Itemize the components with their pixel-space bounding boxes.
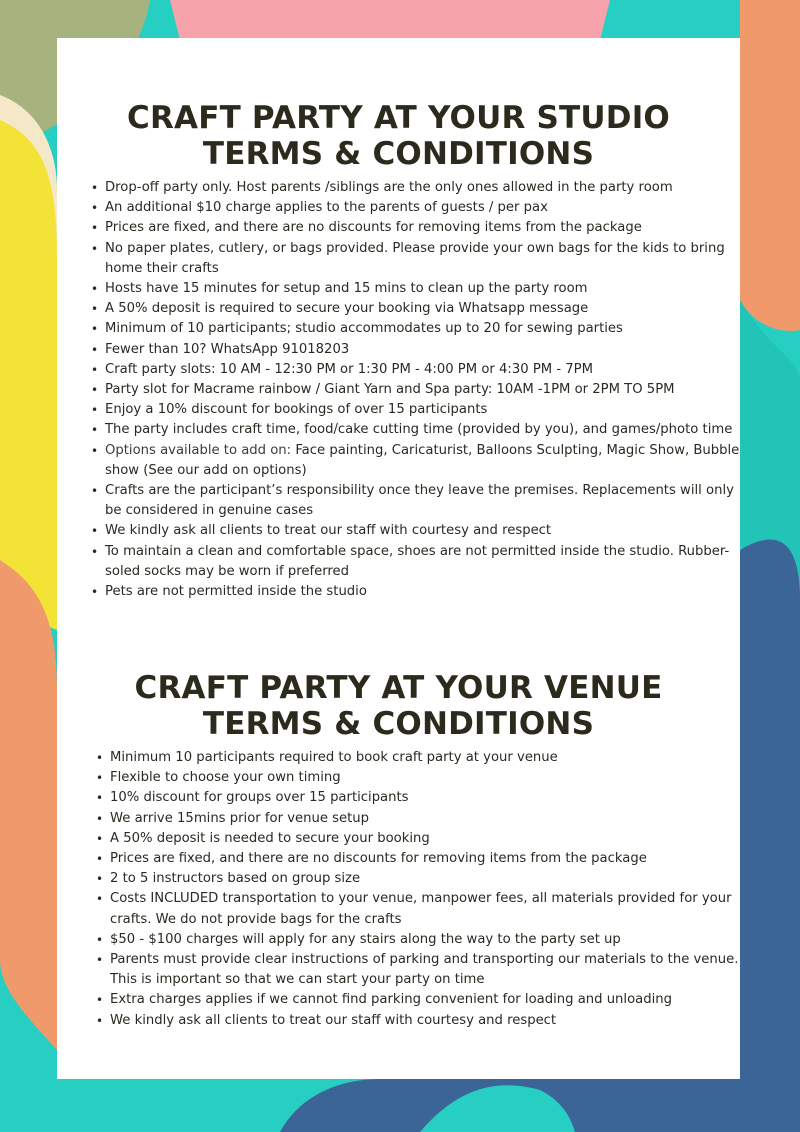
yellow-blob bbox=[0, 120, 57, 630]
orange-blob-right bbox=[740, 0, 800, 331]
list-item-addons bbox=[91, 441, 741, 481]
list-item: • Prices are fixed, and there are no discounts for removing items from the package bbox=[96, 849, 741, 869]
list-item: • Craft party slots: 10 AM - 12:30 PM or 1:30 PM - 4:00 PM or 4:30 PM - 7PM bbox=[91, 360, 741, 380]
list-item: • 10% discount for groups over 15 participants bbox=[96, 788, 741, 808]
list-item: • We kindly ask all clients to treat our staff with courtesy and respect bbox=[91, 521, 741, 541]
list-item: • A 50% deposit is required to secure your booking via Whatsapp message bbox=[91, 299, 741, 319]
list-item: • Extra charges applies if we cannot find parking convenient for loading and unloading bbox=[96, 990, 741, 1010]
list-item: • 2 to 5 instructors based on group size bbox=[96, 869, 741, 889]
list-item: • $50 - $100 charges will apply for any stairs along the way to the party set up bbox=[96, 930, 741, 950]
list-item: • Hosts have 15 minutes for setup and 15 mins to clean up the party room bbox=[91, 279, 741, 299]
pink-blob bbox=[170, 0, 610, 40]
list-item: • A 50% deposit is needed to secure your booking bbox=[96, 829, 741, 849]
list-item: • Fewer than 10? WhatsApp 91018203 bbox=[91, 340, 741, 360]
addon-options: Face painting, Caricaturist, Balloons Sculpting, Magic Show, Bubble show (See our add on options) bbox=[105, 442, 740, 478]
list-item: • Minimum 10 participants required to book craft party at your venue bbox=[96, 748, 741, 768]
list-item: • Costs INCLUDED transportation to your venue, manpower fees, all materials provided for your crafts. We do not provide bags for the crafts bbox=[96, 889, 741, 929]
studio-title-line2: TERMS & CONDITIONS bbox=[202, 136, 595, 172]
studio-title-line1: CRAFT PARTY AT YOUR STUDIO bbox=[127, 100, 670, 136]
list-item: • Crafts are the participant’s responsibility once they leave the premises. Replacements will only be considered in genuine cases bbox=[91, 481, 741, 521]
venue-title-line2: TERMS & CONDITIONS bbox=[202, 706, 595, 742]
list-item: • An additional $10 charge applies to the parents of guests / per pax bbox=[91, 198, 741, 218]
list-item: • Parents must provide clear instructions of parking and transporting our materials to the venue. This is important so that we can start your party on time bbox=[96, 950, 741, 990]
list-item: • Drop-off party only. Host parents /siblings are the only ones allowed in the party room bbox=[91, 178, 741, 198]
list-item: • Enjoy a 10% discount for bookings of over 15 participants bbox=[91, 400, 741, 420]
list-item: • Flexible to choose your own timing bbox=[96, 768, 741, 788]
list-item: • Pets are not permitted inside the studio bbox=[91, 582, 741, 602]
navy-blob-right bbox=[740, 540, 800, 1132]
list-item: • We arrive 15mins prior for venue setup bbox=[96, 809, 741, 829]
list-item: • Minimum of 10 participants; studio accommodates up to 20 for sewing parties bbox=[91, 319, 741, 339]
venue-section-title bbox=[57, 670, 740, 742]
studio-section-title bbox=[57, 100, 740, 172]
studio-terms-list bbox=[91, 178, 741, 602]
addon-prefix: Options available to add on: bbox=[105, 442, 296, 458]
list-item: • Prices are fixed, and there are no discounts for removing items from the package bbox=[91, 218, 741, 238]
list-item: • We kindly ask all clients to treat our staff with courtesy and respect bbox=[96, 1011, 741, 1031]
list-item: • No paper plates, cutlery, or bags provided. Please provide your own bags for the kids to bring home their crafts bbox=[91, 239, 741, 279]
venue-terms-list bbox=[96, 748, 741, 1031]
list-item: • The party includes craft time, food/cake cutting time (provided by you), and games/photo time bbox=[91, 420, 741, 440]
orange-blob-left bbox=[0, 560, 57, 1050]
list-item: • Party slot for Macrame rainbow / Giant Yarn and Spa party: 10AM -1PM or 2PM TO 5PM bbox=[91, 380, 741, 400]
venue-title-line1: CRAFT PARTY AT YOUR VENUE bbox=[134, 670, 663, 706]
list-item: • To maintain a clean and comfortable space, shoes are not permitted inside the studio. Rubber-soled socks may be worn if preferred bbox=[91, 542, 741, 582]
terms-card bbox=[57, 38, 740, 1079]
